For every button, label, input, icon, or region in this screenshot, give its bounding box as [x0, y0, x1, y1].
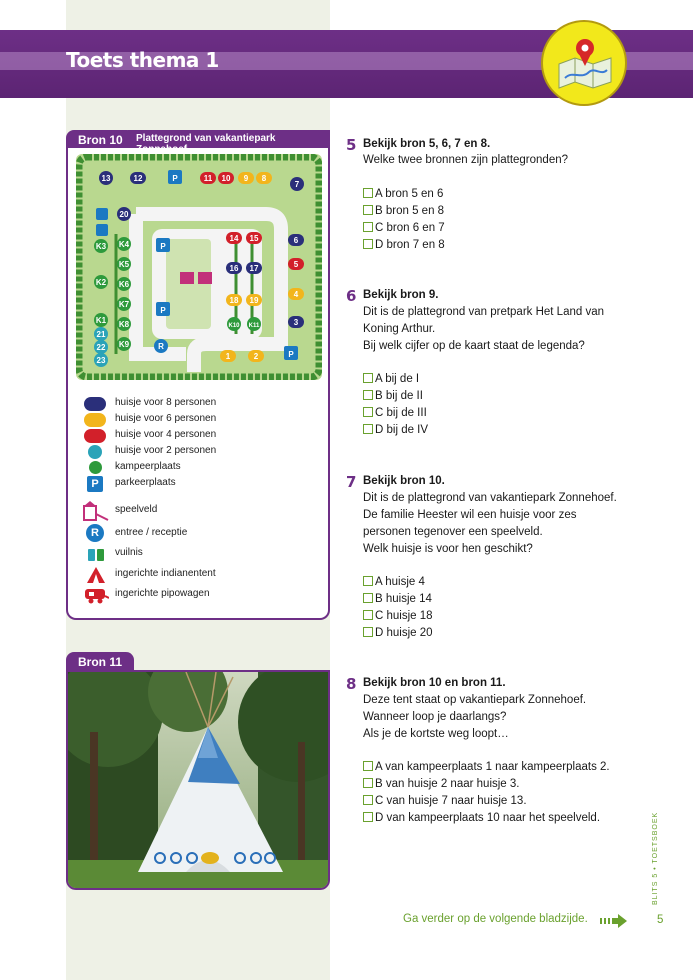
svg-text:22: 22	[96, 343, 106, 352]
map-pin-icon	[555, 34, 615, 94]
answer-option[interactable]: D huisje 20	[363, 627, 433, 639]
checkbox[interactable]	[363, 778, 373, 788]
map-parking-1: P	[172, 174, 178, 183]
checkbox[interactable]	[363, 239, 373, 249]
checkbox[interactable]	[363, 407, 373, 417]
svg-text:20: 20	[119, 210, 129, 219]
legend-row: kampeerplaats	[78, 460, 318, 476]
campsite-map	[76, 154, 322, 380]
svg-text:K3: K3	[95, 242, 107, 251]
svg-text:P: P	[160, 306, 166, 315]
svg-text:K4: K4	[118, 240, 130, 249]
svg-text:23: 23	[96, 356, 106, 365]
svg-text:K6: K6	[118, 280, 130, 289]
svg-text:11: 11	[203, 174, 213, 183]
campsite-icon	[89, 461, 102, 474]
answer-option[interactable]: A van kampeerplaats 1 naar kampeerplaats 2.	[363, 761, 610, 773]
teepee-photo	[68, 672, 330, 890]
svg-text:K7: K7	[118, 300, 130, 309]
answer-option[interactable]: C bron 6 en 7	[363, 222, 445, 234]
question-heading: Bekijk bron 9.	[363, 289, 439, 301]
answer-option[interactable]: D van kampeerplaats 10 naar het speelveld.	[363, 812, 600, 824]
answer-option[interactable]: D bron 7 en 8	[363, 239, 445, 251]
checkbox[interactable]	[363, 761, 373, 771]
answer-option[interactable]: A bron 5 en 6	[363, 188, 443, 200]
bron11-tab: Bron 11	[66, 652, 134, 672]
svg-text:19: 19	[249, 296, 259, 305]
svg-text:4: 4	[293, 290, 299, 299]
checkbox[interactable]	[363, 593, 373, 603]
playground-icon	[82, 500, 110, 522]
question-number: 5	[346, 136, 357, 154]
answer-option[interactable]: B huisje 14	[363, 593, 432, 605]
svg-text:K5: K5	[118, 260, 130, 269]
checkbox[interactable]	[363, 222, 373, 232]
svg-text:K1: K1	[95, 316, 107, 325]
checkbox[interactable]	[363, 373, 373, 383]
bron11-photo	[66, 670, 330, 890]
page-number: 5	[657, 914, 664, 926]
question-heading: Bekijk bron 10.	[363, 475, 445, 487]
question-number: 7	[346, 473, 357, 491]
answer-option[interactable]: B bij de II	[363, 390, 423, 402]
answer-option[interactable]: A huisje 4	[363, 576, 425, 588]
svg-text:K9: K9	[118, 340, 130, 349]
svg-text:P: P	[288, 350, 294, 359]
svg-text:8: 8	[261, 174, 267, 183]
answer-option[interactable]: B bron 5 en 8	[363, 205, 444, 217]
answer-option[interactable]: C huisje 18	[363, 610, 433, 622]
checkbox[interactable]	[363, 610, 373, 620]
svg-text:2: 2	[253, 352, 259, 361]
checkbox[interactable]	[363, 205, 373, 215]
checkbox[interactable]	[363, 812, 373, 822]
legend-row: vuilnis	[78, 546, 318, 564]
answer-option[interactable]: C van huisje 7 naar huisje 13.	[363, 795, 527, 807]
side-label: BLITS 5 • TOETSBOEK	[652, 811, 659, 905]
svg-text:K8: K8	[118, 320, 130, 329]
answer-option[interactable]: C bij de III	[363, 407, 427, 419]
trash-icon	[87, 546, 105, 562]
checkbox[interactable]	[363, 390, 373, 400]
checkbox[interactable]	[363, 795, 373, 805]
map-label-12: 12	[133, 174, 143, 183]
checkbox[interactable]	[363, 424, 373, 434]
legend-row: huisje voor 4 personen	[78, 428, 318, 444]
svg-text:3: 3	[293, 318, 299, 327]
svg-text:17: 17	[249, 264, 259, 273]
question-heading: Bekijk bron 10 en bron 11.	[363, 677, 506, 689]
legend-row: P parkeerplaats	[78, 476, 318, 494]
svg-text:6: 6	[293, 236, 299, 245]
caravan-icon	[83, 586, 109, 604]
svg-text:K10: K10	[228, 323, 240, 329]
arrow-right-icon	[600, 914, 628, 928]
checkbox[interactable]	[363, 576, 373, 586]
svg-text:16: 16	[229, 264, 239, 273]
checkbox[interactable]	[363, 627, 373, 637]
svg-text:P: P	[160, 242, 166, 251]
parking-icon: P	[87, 476, 103, 492]
svg-text:5: 5	[293, 260, 299, 269]
legend-row: ingerichte indianentent	[78, 566, 318, 584]
svg-text:10: 10	[221, 174, 231, 183]
next-page-hint: Ga verder op de volgende bladzijde.	[403, 913, 588, 925]
answer-option[interactable]: A bij de I	[363, 373, 419, 385]
legend-row: ingerichte pipowagen	[78, 586, 318, 604]
svg-text:18: 18	[229, 296, 239, 305]
map-label-13: 13	[101, 174, 111, 183]
svg-text:K11: K11	[248, 323, 260, 329]
checkbox[interactable]	[363, 188, 373, 198]
svg-text:R: R	[158, 342, 164, 351]
question-heading: Bekijk bron 5, 6, 7 en 8.	[363, 138, 491, 150]
answer-option[interactable]: D bij de IV	[363, 424, 428, 436]
map-badge	[541, 20, 627, 106]
reception-icon: R	[86, 524, 104, 542]
svg-text:K2: K2	[95, 278, 107, 287]
svg-text:1: 1	[225, 352, 231, 361]
svg-text:15: 15	[249, 234, 259, 243]
answer-option[interactable]: B van huisje 2 naar huisje 3.	[363, 778, 519, 790]
bron10-panel	[66, 148, 330, 620]
legend-row: huisje voor 8 personen	[78, 396, 318, 412]
question-number: 8	[346, 675, 357, 693]
svg-text:14: 14	[229, 234, 239, 243]
svg-text:7: 7	[294, 180, 300, 189]
svg-text:9: 9	[243, 174, 249, 183]
tent-icon	[86, 566, 106, 584]
svg-text:21: 21	[96, 330, 106, 339]
bron10-subtitle: Plattegrond van vakantiepark	[128, 130, 330, 148]
page-title: Toets thema 1	[66, 48, 219, 72]
question-number: 6	[346, 287, 357, 305]
legend-row: huisje voor 6 personen	[78, 412, 318, 428]
legend-row: R entree / receptie	[78, 524, 318, 544]
legend-row: huisje voor 2 personen	[78, 444, 318, 460]
bron10-tab: Bron 10	[66, 130, 135, 150]
legend-row: speelveld	[78, 500, 318, 522]
